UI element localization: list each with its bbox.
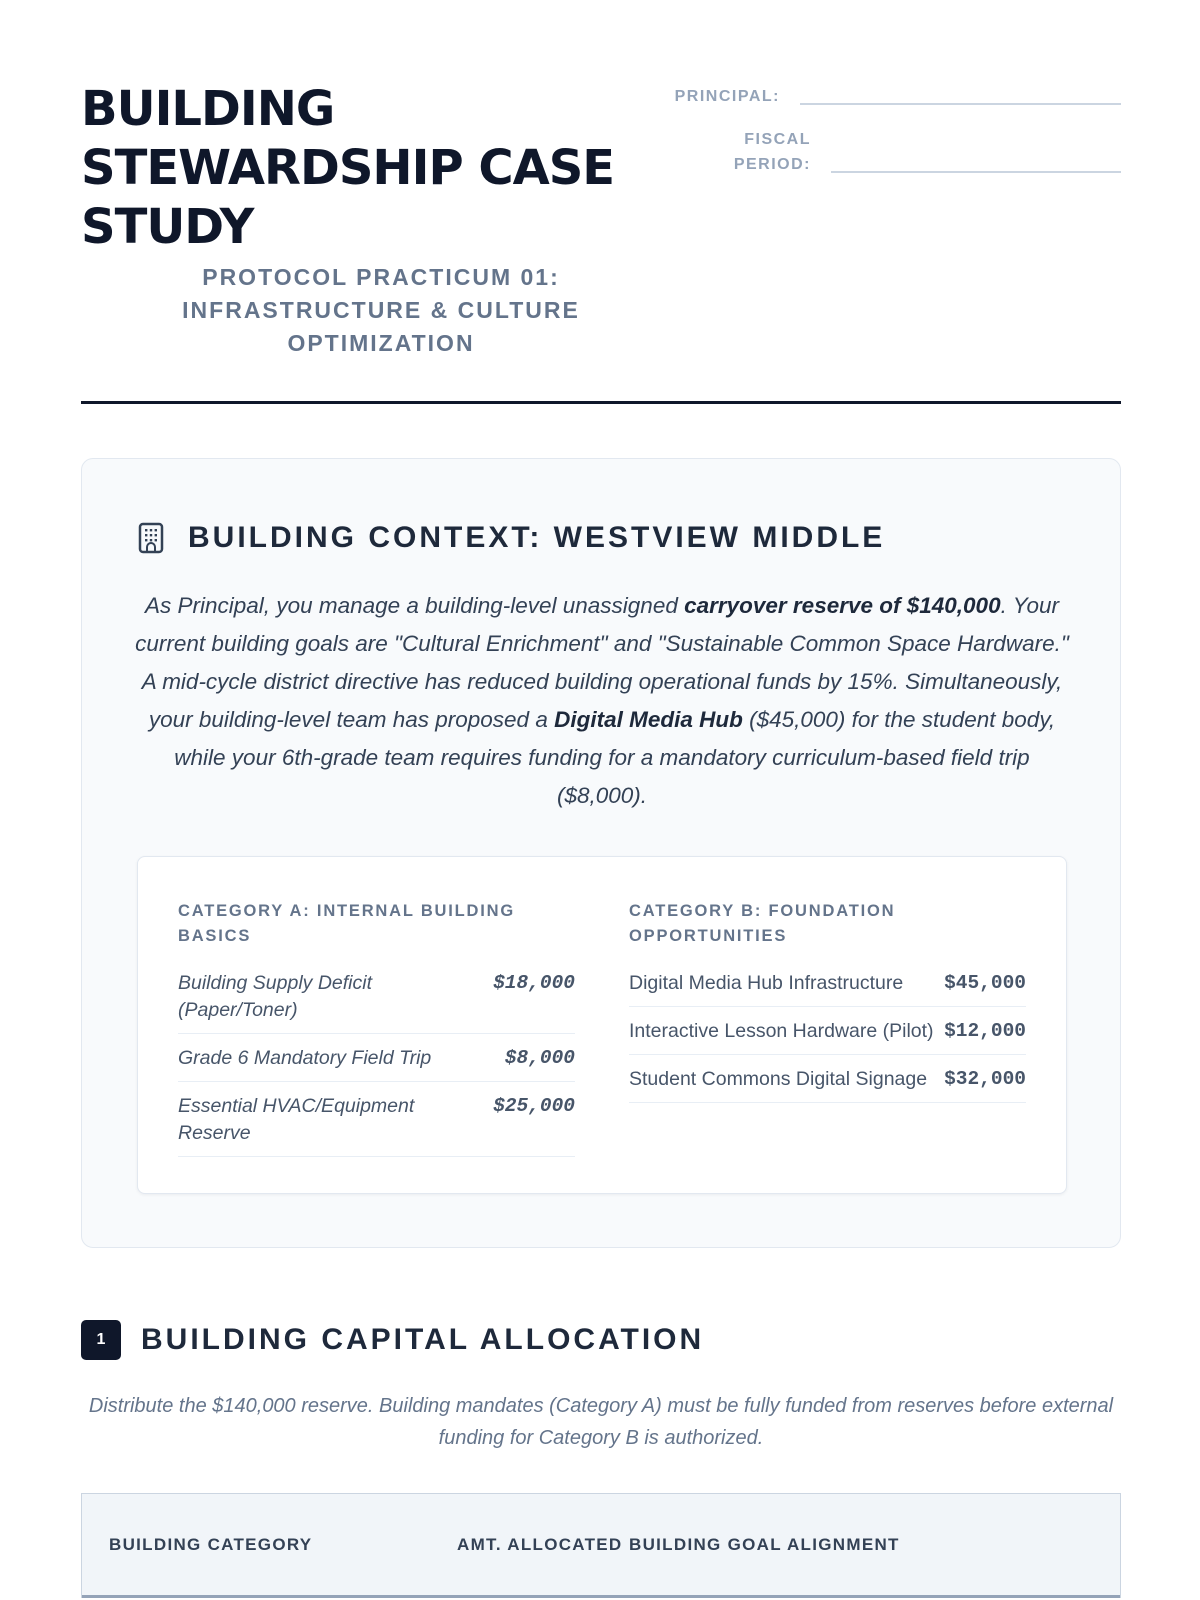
category-a-item xyxy=(178,1082,575,1157)
section-1-heading xyxy=(81,1320,704,1360)
context-title: BUILDING CONTEXT: WESTVIEW MIDDLE xyxy=(188,521,886,554)
building-icon xyxy=(138,522,164,554)
context-paragraph xyxy=(132,587,1072,815)
item-amount: $45,000 xyxy=(944,972,1026,994)
header-fields xyxy=(671,84,1121,195)
item-name: Building Supply Deficit (Paper/Toner) xyxy=(178,972,373,1021)
column-header-amount: AMT. ALLOCATED xyxy=(457,1535,623,1554)
column-header-goal-alignment: BUILDING GOAL ALIGNMENT xyxy=(629,1535,900,1554)
section-1-instructions: Distribute the $140,000 reserve. Building mandates (Category A) must be fully funded from reserves before external funding for Category B is authorized. xyxy=(88,1395,1114,1449)
item-name: Essential HVAC/Equipment Reserve xyxy=(178,1095,415,1144)
fiscal-period-label: FISCAL PERIOD: xyxy=(733,131,811,173)
page xyxy=(81,0,1121,1554)
context-emphasis-reserve: carryover reserve of $140,000 xyxy=(684,593,1001,618)
document-header xyxy=(81,0,1121,404)
item-amount: $25,000 xyxy=(493,1095,575,1117)
building-context-card xyxy=(81,458,1121,1248)
context-heading xyxy=(138,521,885,555)
item-amount: $32,000 xyxy=(944,1068,1026,1090)
context-text-2: . Your current building goals are "Cultural Enrichment" and "Sustainable Common Space Hardware." A mid-cycle district directive has reduced building operational funds by 15%. Simultaneously, your building-level team has proposed a xyxy=(135,593,1069,732)
allocation-table-header xyxy=(82,1494,1120,1598)
section-1-title: BUILDING CAPITAL ALLOCATION xyxy=(141,1323,705,1356)
category-b-item xyxy=(629,1007,1026,1055)
category-b-title: CATEGORY B: FOUNDATION OPPORTUNITIES xyxy=(629,902,896,945)
category-b-item xyxy=(629,1055,1026,1103)
context-text-1: As Principal, you manage a building-level unassigned xyxy=(145,593,685,618)
principal-input-line[interactable] xyxy=(800,103,1121,105)
categories-panel xyxy=(137,856,1067,1194)
category-a xyxy=(178,899,575,1157)
item-name: Digital Media Hub Infrastructure xyxy=(629,972,904,994)
fiscal-period-input-line[interactable] xyxy=(831,171,1121,173)
item-amount: $12,000 xyxy=(944,1020,1026,1042)
category-a-item xyxy=(178,959,575,1034)
category-a-item xyxy=(178,1034,575,1082)
page-title: BUILDING STEWARDSHIP CASE STUDY xyxy=(81,81,615,255)
item-name: Interactive Lesson Hardware (Pilot) xyxy=(629,1020,934,1042)
section-number-badge: 1 xyxy=(81,1320,121,1360)
category-b xyxy=(629,899,1026,1103)
item-amount: $8,000 xyxy=(504,1047,575,1069)
item-amount: $18,000 xyxy=(493,972,575,994)
principal-field-row xyxy=(671,84,1121,109)
title-block xyxy=(81,80,621,360)
fiscal-period-field-row xyxy=(671,127,1121,177)
item-name: Student Commons Digital Signage xyxy=(629,1068,928,1090)
allocation-table xyxy=(81,1493,1121,1598)
item-name: Grade 6 Mandatory Field Trip xyxy=(178,1047,432,1069)
context-text-3: ($45,000) for the student body, while your 6th-grade team requires funding for a mandatory curriculum-based field trip ($8,000). xyxy=(174,707,1056,808)
category-a-title: CATEGORY A: INTERNAL BUILDING BASICS xyxy=(178,902,515,945)
column-header-category: BUILDING CATEGORY xyxy=(109,1535,313,1554)
context-emphasis-hub: Digital Media Hub xyxy=(554,707,743,732)
page-subtitle: PROTOCOL PRACTICUM 01: INFRASTRUCTURE & CULTURE OPTIMIZATION xyxy=(182,264,580,356)
category-b-item xyxy=(629,959,1026,1007)
principal-label: PRINCIPAL: xyxy=(674,88,780,105)
